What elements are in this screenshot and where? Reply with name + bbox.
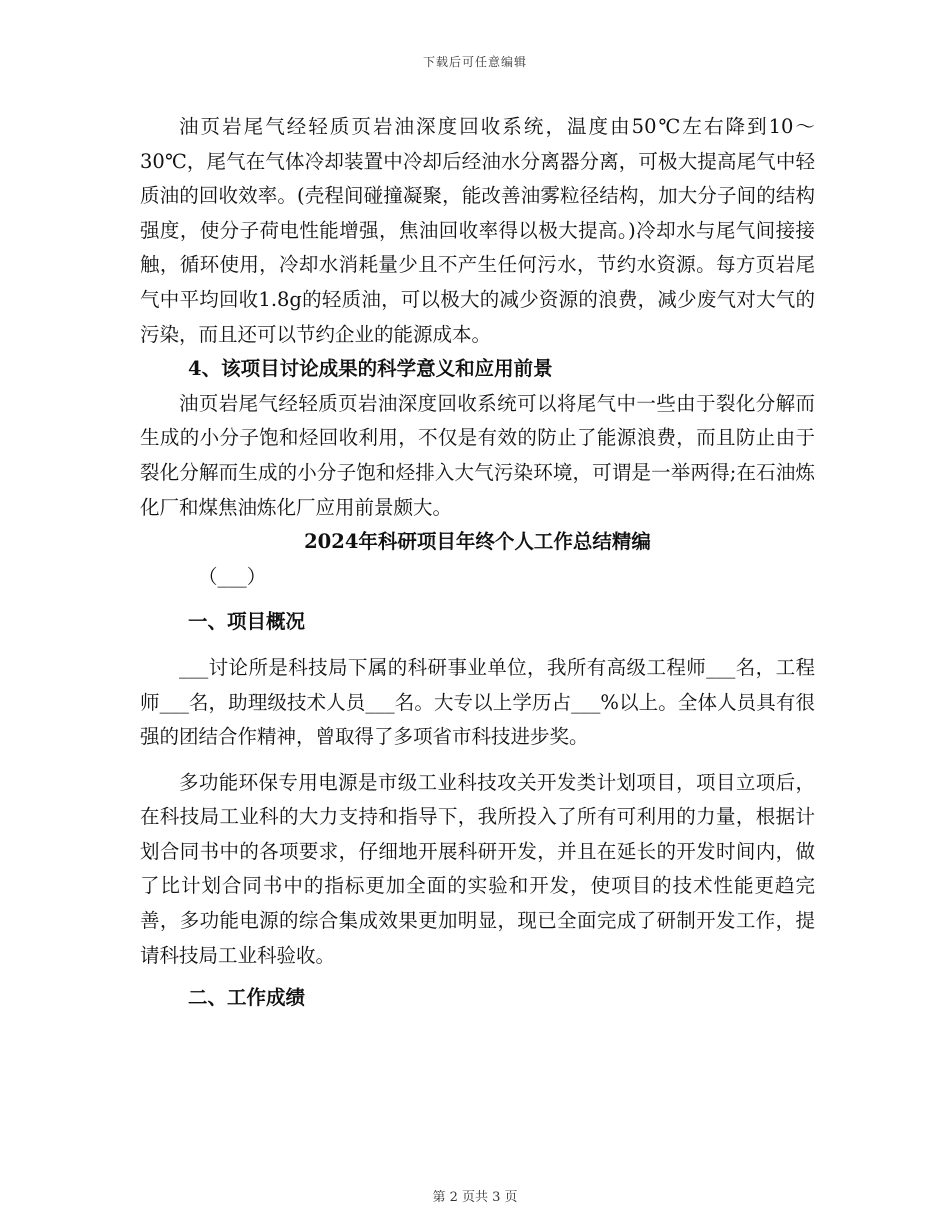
- page-footer: 第 2 页共 3 页: [432, 1190, 518, 1205]
- paragraph-power-supply-project: 多功能环保专用电源是市级工业科技攻关开发类计划项目，项目立项后，在科技局工业科的大力支持和指导下，我所投入了所有可利用的力量，根据计划合同书中的各项要求，仔细地开展科研开发，并且在延长的开发时间内，做了比计划合同书中的指标更加全面的实验和开发，使项目的技术性能更趋完善，多功能电源的综合集成效果更加明显，现已全面完成了研制开发工作，提请科技局工业科验收。: [140, 770, 815, 967]
- document-title: 2024年科研项目年终个人工作总结精编: [304, 530, 651, 554]
- document-subtitle: （___）: [198, 564, 267, 588]
- section-heading-significance: 4、该项目讨论成果的科学意义和应用前景: [188, 357, 553, 381]
- page-header: 下载后可任意编辑: [422, 55, 527, 69]
- paragraph-oil-shale-recovery: 油页岩尾气经轻质页岩油深度回收系统，温度由50℃左右降到10～30℃，尾气在气体冷却装置中冷却后经油水分离器分离，可极大提高尾气中轻质油的回收效率。(壳程间碰撞凝聚，能改善油雾粒径结构，加大分子间的结构强度，使分子荷电性能增强，焦油回收率得以极大提高。)冷却水与尾气间接接触，循环使用，冷却水消耗量少且不产生任何污水，节约水资源。每方页岩尾气中平均回收1.8g的轻质油，可以极大的减少资源的浪费，减少废气对大气的污染，而且还可以节约企业的能源成本。: [140, 115, 815, 346]
- paragraph-application-prospect: 油页岩尾气经轻质页岩油深度回收系统可以将尾气中一些由于裂化分解而生成的小分子饱和烃回收利用，不仅是有效的防止了能源浪费，而且防止由于裂化分解而生成的小分子饱和烃排入大气污染环境，可谓是一举两得;在石油炼化厂和煤焦油炼化厂应用前景颇大。: [140, 391, 815, 519]
- document-body: [140, 110, 815, 1016]
- paragraph-institute-intro: ___讨论所是科技局下属的科研事业单位，我所有高级工程师___名，工程师___名，助理级技术人员___名。大专以上学历占___%以上。全体人员具有很强的团结合作精神，曾取得了多项省市科技进步奖。: [140, 655, 815, 749]
- section-heading-achievements: 二、工作成绩: [188, 986, 306, 1010]
- section-heading-project-overview: 一、项目概况: [188, 610, 306, 634]
